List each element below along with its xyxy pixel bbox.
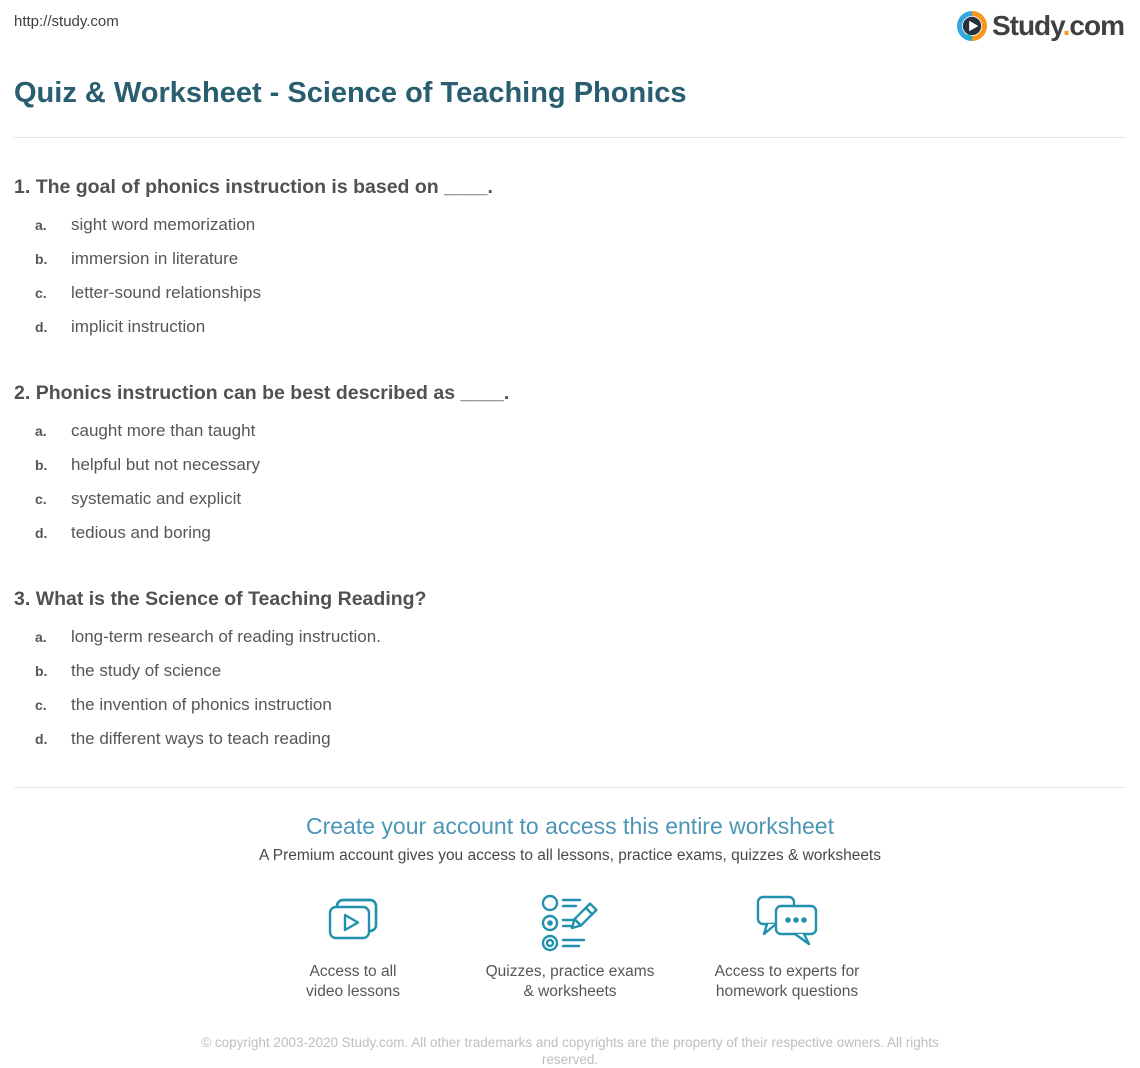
studycom-logo[interactable] — [957, 10, 1124, 42]
question-2 — [14, 382, 1126, 550]
option-text: the study of science — [71, 661, 222, 680]
play-logo-icon — [957, 11, 987, 41]
feature-homework-experts — [679, 891, 896, 1002]
option-row — [14, 242, 1126, 276]
feature-label: Access to experts for homework questions — [714, 963, 860, 1000]
option-row — [14, 310, 1126, 344]
option-text: the different ways to teach reading — [71, 729, 331, 748]
option-text: immersion in literature — [71, 249, 239, 268]
option-row — [14, 208, 1126, 242]
feature-video-lessons — [245, 891, 462, 1002]
question-1-options — [14, 208, 1126, 344]
video-lessons-icon — [245, 891, 462, 953]
cta-section — [0, 813, 1140, 1002]
option-letter: c. — [35, 285, 47, 301]
option-letter: d. — [35, 525, 48, 541]
option-text: systematic and explicit — [71, 489, 242, 508]
question-3 — [14, 588, 1126, 756]
option-letter: c. — [35, 697, 47, 713]
footer-divider — [14, 787, 1126, 788]
option-letter: a. — [35, 629, 47, 645]
option-text: the invention of phonics instruction — [71, 695, 332, 714]
logo-dot: . — [1062, 10, 1070, 41]
question-list — [0, 176, 1140, 756]
page-header — [0, 0, 1140, 42]
option-letter: c. — [35, 491, 47, 507]
option-text: sight word memorization — [71, 215, 256, 234]
option-row — [14, 448, 1126, 482]
option-letter: a. — [35, 423, 47, 439]
option-letter: b. — [35, 663, 48, 679]
title-divider — [14, 137, 1126, 138]
option-letter: d. — [35, 319, 48, 335]
question-1 — [14, 176, 1126, 344]
option-row — [14, 516, 1126, 550]
feature-quizzes-worksheets — [462, 891, 679, 1002]
option-text: implicit instruction — [71, 317, 206, 336]
option-text: helpful but not necessary — [71, 455, 261, 474]
option-row — [14, 654, 1126, 688]
option-row — [14, 482, 1126, 516]
option-text: tedious and boring — [71, 523, 211, 542]
option-row — [14, 414, 1126, 448]
copyright-notice: © copyright 2003-2020 Study.com. All other trademarks and copyrights are the property of their respective owners. All rights reserved. — [201, 1035, 939, 1067]
question-3-title: 3. What is the Science of Teaching Reading? — [14, 588, 427, 610]
chat-experts-icon — [679, 891, 896, 953]
question-1-title: 1. The goal of phonics instruction is based on ____. — [14, 176, 493, 198]
option-text: caught more than taught — [71, 421, 256, 440]
question-2-title: 2. Phonics instruction can be best described as ____. — [14, 382, 510, 404]
feature-label: Quizzes, practice exams & worksheets — [485, 963, 655, 1000]
option-row — [14, 722, 1126, 756]
option-letter: a. — [35, 217, 47, 233]
cta-title: Create your account to access this entire worksheet — [306, 813, 834, 839]
option-row — [14, 688, 1126, 722]
option-text: long-term research of reading instruction. — [71, 627, 381, 646]
source-url: http://study.com — [14, 13, 119, 30]
quiz-pencil-icon — [462, 891, 679, 953]
page-title: Quiz & Worksheet - Science of Teaching Phonics — [14, 77, 687, 109]
cta-subtitle: A Premium account gives you access to all lessons, practice exams, quizzes & worksheets — [259, 847, 881, 864]
question-3-options — [14, 620, 1126, 756]
question-2-options — [14, 414, 1126, 550]
option-letter: d. — [35, 731, 48, 747]
option-letter: b. — [35, 251, 48, 267]
option-row — [14, 620, 1126, 654]
option-letter: b. — [35, 457, 48, 473]
feature-label: Access to all video lessons — [306, 963, 400, 1000]
option-row — [14, 276, 1126, 310]
option-text: letter-sound relationships — [71, 283, 261, 302]
feature-row — [0, 891, 1140, 1002]
logo-wordmark: Study.com — [991, 10, 1124, 41]
